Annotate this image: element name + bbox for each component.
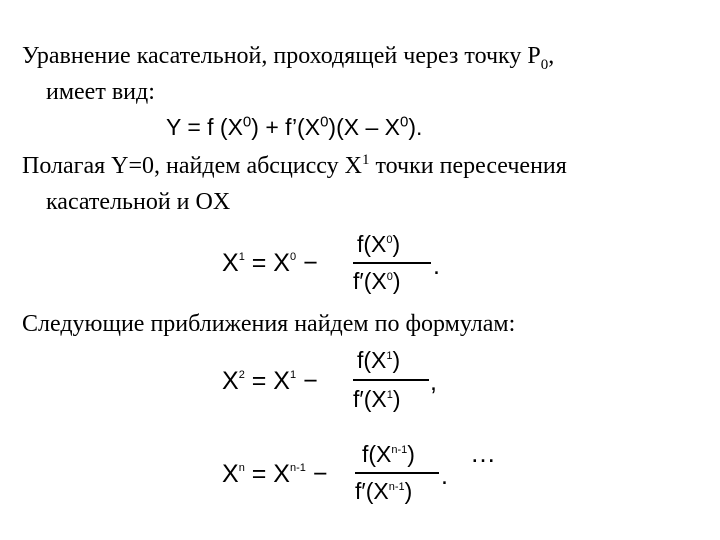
formula-3-den-close: ) — [404, 478, 413, 504]
formula-1-denominator — [353, 268, 401, 295]
formula-2-denominator — [353, 386, 401, 413]
formula-2-lhs-var: X — [222, 367, 239, 395]
text-line-2 — [46, 80, 155, 104]
formula-1-punct: . — [433, 252, 440, 280]
formula-1-lhs-sup: 1 — [238, 251, 245, 263]
tangent-part-4: ). — [408, 114, 423, 140]
formula-1-den-close: ) — [392, 268, 401, 294]
text-line-5 — [46, 190, 230, 214]
formula-3-numerator — [362, 441, 415, 468]
formula-1-rhs-sup: 0 — [290, 251, 297, 263]
formula-3-minus: − — [312, 460, 328, 488]
line1-subscript: 0 — [540, 56, 549, 73]
formula-3-lhs — [222, 460, 327, 489]
formula-1-lhs-var: X — [222, 249, 239, 277]
formula-3-rhs-sup: n-1 — [290, 462, 306, 474]
tangent-part-1: Y = f (X — [166, 114, 243, 140]
text-line-4 — [22, 154, 567, 178]
formula-2-rhs-sup: 1 — [290, 369, 297, 381]
formula-3-num-sup: n-1 — [391, 444, 408, 456]
formula-2-den-close: ) — [392, 386, 401, 412]
formula-2-den-sup: 1 — [386, 389, 393, 401]
formula-3-lhs-sup: n — [238, 462, 245, 474]
formula-1-den-sup: 0 — [386, 271, 393, 283]
formula-2-numerator — [357, 347, 400, 374]
formula-3-lhs-var: X — [222, 460, 239, 488]
formula-2-num-close: ) — [392, 347, 401, 373]
tangent-part-3: )(X – X — [328, 114, 400, 140]
formula-2-den-text: f′(X — [353, 386, 387, 412]
formula-2-minus: − — [303, 367, 318, 395]
line6-text: Следующие приближения найдем по формулам: — [22, 311, 516, 337]
formula-3-den-sup: n-1 — [388, 481, 405, 493]
formula-3-num-close: ) — [407, 441, 415, 467]
line4-superscript: 1 — [361, 152, 370, 168]
formula-1-num-sup: 0 — [386, 234, 393, 246]
formula-2-num-sup: 1 — [386, 350, 393, 362]
formula-2-lhs — [222, 367, 318, 396]
text-line-6 — [22, 312, 515, 336]
formula-1-num-text: f(X — [357, 231, 387, 257]
tangent-sup-2: 0 — [320, 113, 329, 131]
text-line-1 — [22, 43, 555, 73]
line5-text: касательной и OX — [46, 189, 231, 215]
formula-2-eq: = X — [251, 367, 290, 395]
formula-2-punct: , — [430, 368, 437, 396]
formula-3-fraction-bar — [355, 472, 439, 474]
tangent-equation — [166, 113, 423, 140]
tangent-sup-3: 0 — [399, 113, 409, 131]
formula-2-fraction-bar — [353, 379, 429, 381]
formula-1-minus: − — [303, 249, 318, 277]
formula-3-denominator — [355, 478, 412, 505]
formula-1-num-close: ) — [392, 231, 401, 257]
formula-2-lhs-sup: 2 — [238, 369, 245, 381]
formula-1-eq: = X — [251, 249, 290, 277]
formula-2-num-text: f(X — [357, 347, 387, 373]
formula-3-eq: = X — [251, 460, 290, 488]
formula-1-numerator — [357, 231, 400, 258]
formula-1-fraction-bar — [353, 262, 431, 264]
formula-3-punct: . — [441, 462, 448, 490]
line2-text: имеет вид: — [46, 79, 155, 105]
formula-1-lhs — [222, 249, 318, 278]
line4-text-b: точки пересечения — [369, 153, 567, 179]
line1-text: Уравнение касательной, проходящей через точку P — [22, 43, 541, 69]
line4-text-a: Полагая Y=0, найдем абсциссу X — [22, 153, 362, 179]
ellipsis: … — [470, 438, 496, 468]
formula-1-den-text: f′(X — [353, 268, 387, 294]
line1-end: , — [548, 43, 555, 69]
tangent-sup-1: 0 — [242, 113, 252, 131]
formula-3-den-text: f′(X — [355, 478, 389, 504]
formula-3-num-text: f(X — [362, 441, 392, 467]
tangent-part-2: ) + f’(X — [251, 114, 321, 140]
